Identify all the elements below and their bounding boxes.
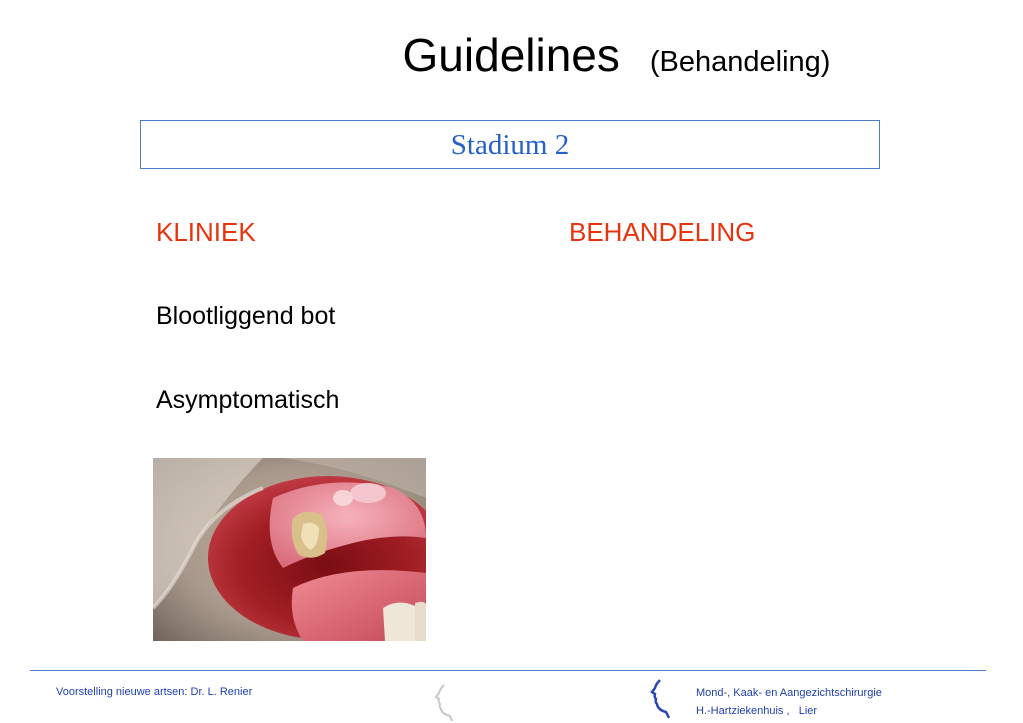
footer-department: Mond-, Kaak- en Aangezichtschirurgie <box>696 687 882 699</box>
stage-box <box>140 120 880 169</box>
stage-label: Stadium 2 <box>450 129 570 161</box>
footer-hospital: H.-Hartziekenhuis , Lier <box>696 705 818 717</box>
footer-divider <box>30 670 986 671</box>
footer-institution <box>696 684 882 720</box>
footer-presenter: Voorstelling nieuwe artsen: Dr. L. Renier <box>56 686 253 698</box>
kliniek-heading: KLINIEK <box>156 217 256 247</box>
slide-title <box>0 28 1023 82</box>
behandeling-heading: BEHANDELING <box>569 217 756 247</box>
title-main: Guidelines <box>402 29 620 81</box>
clinic-item-asymptomatic: Asymptomatisch <box>156 386 340 414</box>
clinical-photo-icon <box>153 458 426 641</box>
face-profile-logo-icon <box>648 678 676 720</box>
clinic-item-exposed-bone: Blootliggend bot <box>156 302 336 330</box>
face-profile-logo-icon <box>430 683 458 723</box>
title-subtitle: (Behandeling) <box>649 46 831 78</box>
